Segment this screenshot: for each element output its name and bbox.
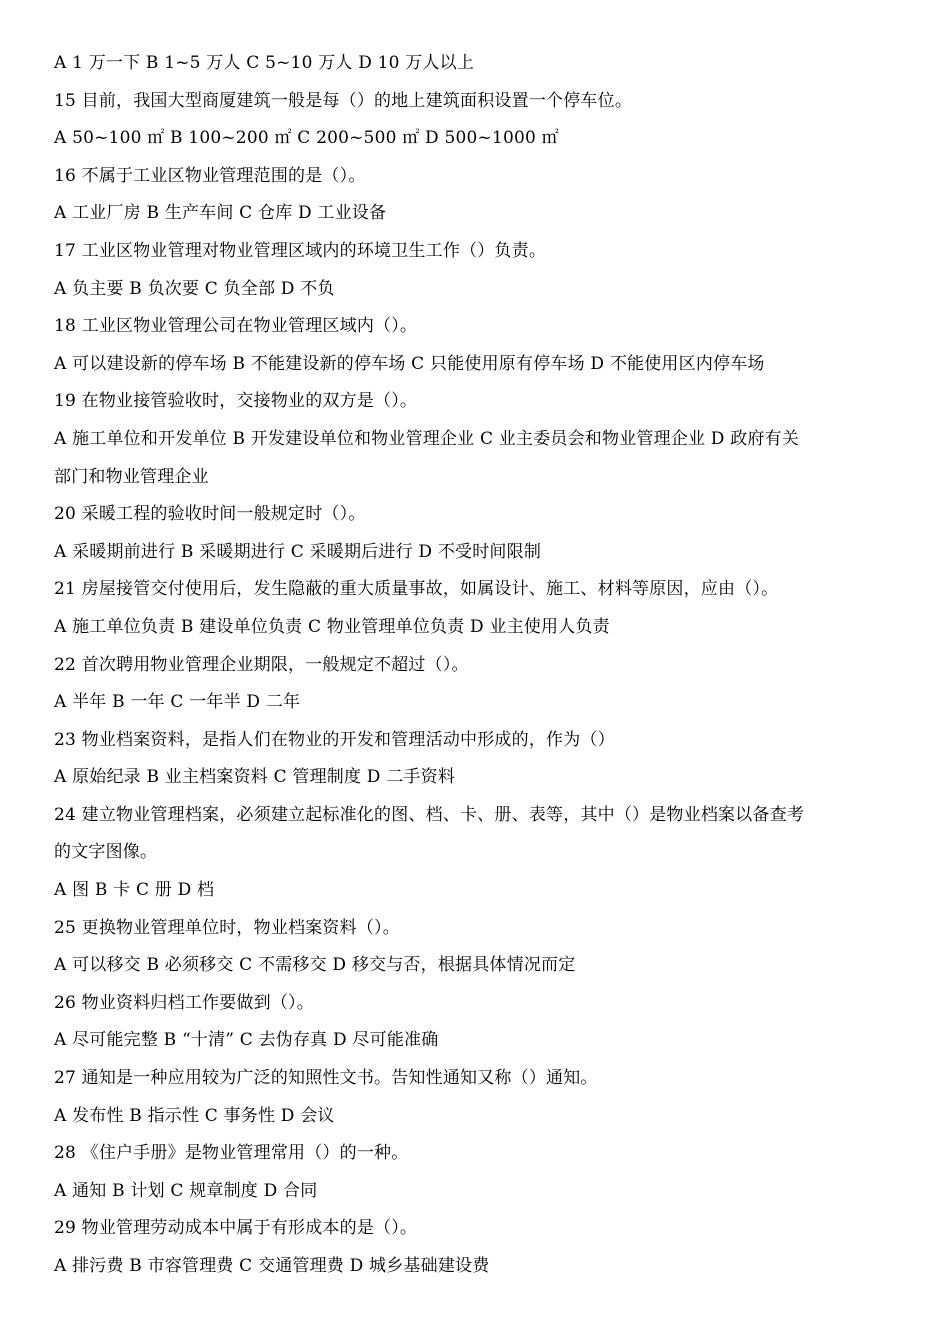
question-27: 27 通知是一种应用较为广泛的知照性文书。告知性通知又称（）通知。 (54, 1068, 598, 1089)
question-22: 22 首次聘用物业管理企业期限，一般规定不超过（）。 (54, 654, 469, 675)
question-20: 20 采暖工程的验收时间一般规定时（）。 (54, 504, 366, 525)
answer-options-19: A 施工单位和开发单位 B 开发建设单位和物业管理企业 C 业主委员会和物业管理企业 D 政府有关 (54, 428, 800, 449)
answer-options-21: A 施工单位负责 B 建设单位负责 C 物业管理单位负责 D 业主使用人负责 (54, 616, 610, 637)
answer-options-14: A 1 万一下 B 1~5 万人 C 5~10 万人 D 10 万人以上 (54, 53, 475, 73)
question-24-continued: 的文字图像。 (54, 842, 158, 863)
answer-options-29: A 排污费 B 市容管理费 C 交通管理费 D 城乡基础建设费 (54, 1256, 490, 1276)
answer-options-19-continued: 部门和物业管理企业 (54, 466, 209, 487)
question-25: 25 更换物业管理单位时，物业档案资料（）。 (54, 917, 400, 938)
question-15: 15 目前，我国大型商厦建筑一般是每（）的地上建筑面积设置一个停车位。 (54, 90, 633, 111)
answer-options-18: A 可以建设新的停车场 B 不能建设新的停车场 C 只能使用原有停车场 D 不能使用区内停车场 (54, 353, 765, 374)
question-19: 19 在物业接管验收时，交接物业的双方是（）。 (54, 391, 418, 412)
answer-options-27: A 发布性 B 指示性 C 事务性 D 会议 (54, 1105, 335, 1126)
answer-options-24: A 图 B 卡 C 册 D 档 (54, 880, 215, 901)
question-28: 28 《住户手册》是物业管理常用（）的一种。 (54, 1143, 409, 1164)
answer-options-22: A 半年 B 一年 C 一年半 D 二年 (54, 692, 301, 713)
question-24: 24 建立物业管理档案，必须建立起标准化的图、档、卡、册、表等，其中（）是物业档案以备查考 (54, 804, 805, 825)
question-23: 23 物业档案资料，是指人们在物业的开发和管理活动中形成的，作为（） (54, 729, 615, 750)
answer-options-23: A 原始纪录 B 业主档案资料 C 管理制度 D 二手资料 (54, 767, 456, 788)
question-21: 21 房屋接管交付使用后，发生隐蔽的重大质量事故，如属设计、施工、材料等原因，应由（）。 (54, 579, 779, 600)
question-18: 18 工业区物业管理公司在物业管理区域内（）。 (54, 316, 418, 337)
answer-options-20: A 采暖期前进行 B 采暖期进行 C 采暖期后进行 D 不受时间限制 (54, 541, 542, 562)
question-29: 29 物业管理劳动成本中属于有形成本的是（）。 (54, 1218, 418, 1239)
question-17: 17 工业区物业管理对物业管理区域内的环境卫生工作（）负责。 (54, 240, 547, 261)
question-26: 26 物业资料归档工作要做到（）。 (54, 992, 314, 1013)
answer-options-15: A 50~100 ㎡ B 100~200 ㎡ C 200~500 ㎡ D 500~1000 ㎡ (54, 128, 559, 149)
answer-options-25: A 可以移交 B 必须移交 C 不需移交 D 移交与否，根据具体情况而定 (54, 955, 576, 976)
answer-options-17: A 负主要 B 负次要 C 负全部 D 不负 (54, 278, 335, 299)
document-page (54, 45, 902, 1286)
answer-options-28: A 通知 B 计划 C 规章制度 D 合同 (54, 1180, 318, 1201)
question-16: 16 不属于工业区物业管理范围的是（）。 (54, 165, 366, 186)
answer-options-16: A 工业厂房 B 生产车间 C 仓库 D 工业设备 (54, 203, 387, 224)
answer-options-26: A 尽可能完整 B “十清” C 去伪存真 D 尽可能准确 (54, 1030, 439, 1051)
